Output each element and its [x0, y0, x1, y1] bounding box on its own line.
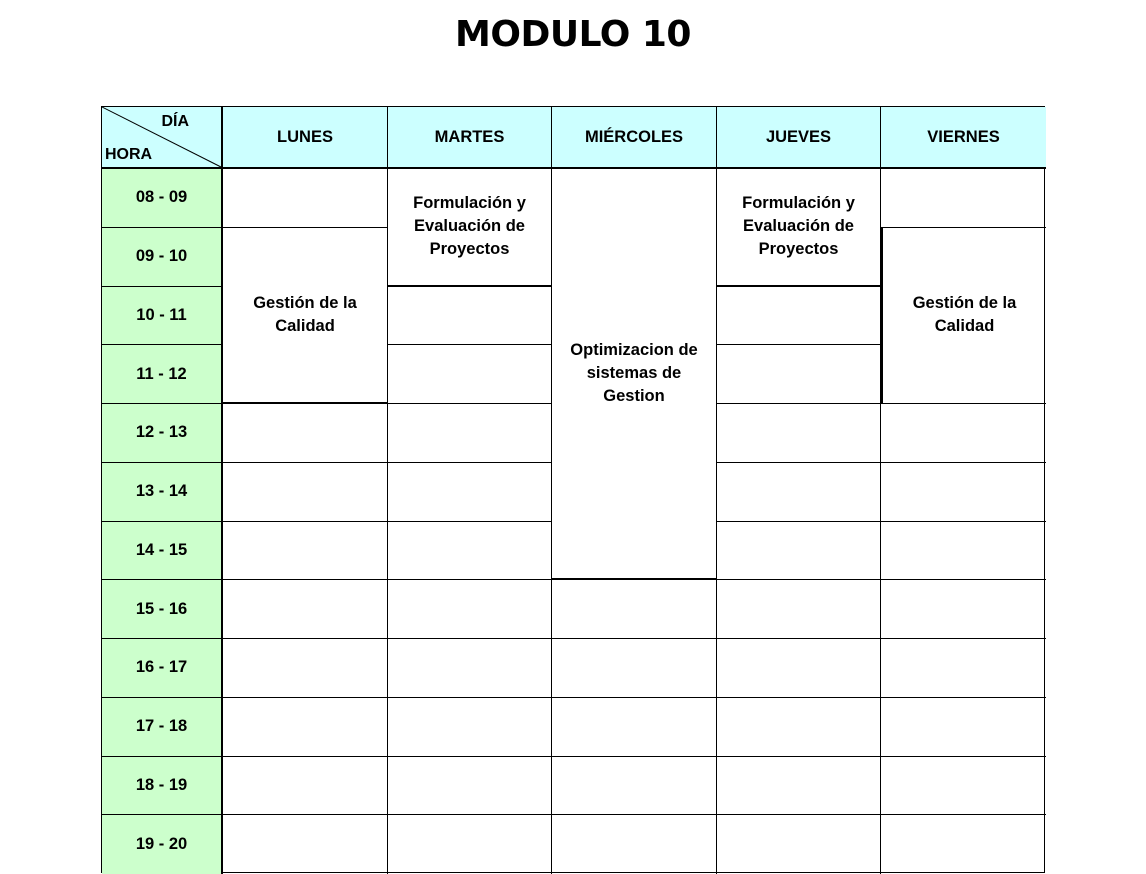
empty-slot — [881, 404, 1046, 463]
empty-slot — [223, 522, 388, 581]
empty-slot — [388, 287, 552, 346]
day-axis-label: DÍA — [161, 113, 189, 130]
day-header-miercoles: MIÉRCOLES — [552, 107, 717, 169]
empty-slot — [881, 463, 1046, 522]
empty-slot — [552, 580, 717, 639]
empty-slot — [223, 639, 388, 698]
empty-slot — [552, 698, 717, 757]
hour-cell: 16 - 17 — [102, 639, 223, 698]
empty-slot — [223, 698, 388, 757]
empty-slot — [881, 522, 1046, 581]
corner-header — [102, 107, 223, 169]
empty-slot — [881, 580, 1046, 639]
day-header-jueves: JUEVES — [717, 107, 881, 169]
empty-slot — [388, 639, 552, 698]
empty-slot — [388, 698, 552, 757]
empty-slot — [717, 815, 881, 874]
empty-slot — [223, 580, 388, 639]
schedule-table — [101, 106, 1045, 873]
empty-slot — [717, 580, 881, 639]
empty-slot — [388, 404, 552, 463]
day-header-viernes: VIERNES — [881, 107, 1046, 169]
empty-slot — [552, 639, 717, 698]
empty-slot — [881, 698, 1046, 757]
empty-slot — [717, 345, 881, 404]
empty-slot — [388, 580, 552, 639]
hour-cell: 13 - 14 — [102, 463, 223, 522]
empty-slot — [717, 404, 881, 463]
empty-slot — [223, 463, 388, 522]
empty-slot — [552, 757, 717, 816]
course-block-martes: Formulación y Evaluación de Proyectos — [388, 169, 552, 287]
hour-cell: 10 - 11 — [102, 287, 223, 346]
empty-slot — [717, 757, 881, 816]
hour-cell: 18 - 19 — [102, 757, 223, 816]
empty-slot — [388, 522, 552, 581]
course-block-miercoles: Optimizacion de sistemas de Gestion — [552, 169, 717, 580]
empty-slot — [881, 169, 1046, 228]
day-header-martes: MARTES — [388, 107, 552, 169]
hour-cell: 12 - 13 — [102, 404, 223, 463]
hour-cell: 19 - 20 — [102, 815, 223, 874]
course-block-lunes: Gestión de la Calidad — [223, 228, 388, 404]
empty-slot — [388, 463, 552, 522]
empty-slot — [223, 815, 388, 874]
course-block-viernes: Gestión de la Calidad — [881, 228, 1046, 404]
empty-slot — [223, 757, 388, 816]
hour-cell: 17 - 18 — [102, 698, 223, 757]
empty-slot — [223, 404, 388, 463]
empty-slot — [717, 639, 881, 698]
course-block-jueves: Formulación y Evaluación de Proyectos — [717, 169, 881, 287]
empty-slot — [717, 463, 881, 522]
empty-slot — [881, 815, 1046, 874]
hour-axis-label: HORA — [105, 146, 153, 163]
empty-slot — [388, 345, 552, 404]
empty-slot — [552, 815, 717, 874]
empty-slot — [717, 522, 881, 581]
hour-cell: 15 - 16 — [102, 580, 223, 639]
empty-slot — [717, 698, 881, 757]
empty-slot — [223, 169, 388, 228]
empty-slot — [881, 757, 1046, 816]
empty-slot — [717, 287, 881, 346]
page-title: MODULO 10 — [455, 14, 691, 55]
hour-cell: 11 - 12 — [102, 345, 223, 404]
empty-slot — [388, 757, 552, 816]
day-header-lunes: LUNES — [223, 107, 388, 169]
hour-cell: 09 - 10 — [102, 228, 223, 287]
empty-slot — [388, 815, 552, 874]
hour-cell: 14 - 15 — [102, 522, 223, 581]
empty-slot — [881, 639, 1046, 698]
hour-cell: 08 - 09 — [102, 169, 223, 228]
